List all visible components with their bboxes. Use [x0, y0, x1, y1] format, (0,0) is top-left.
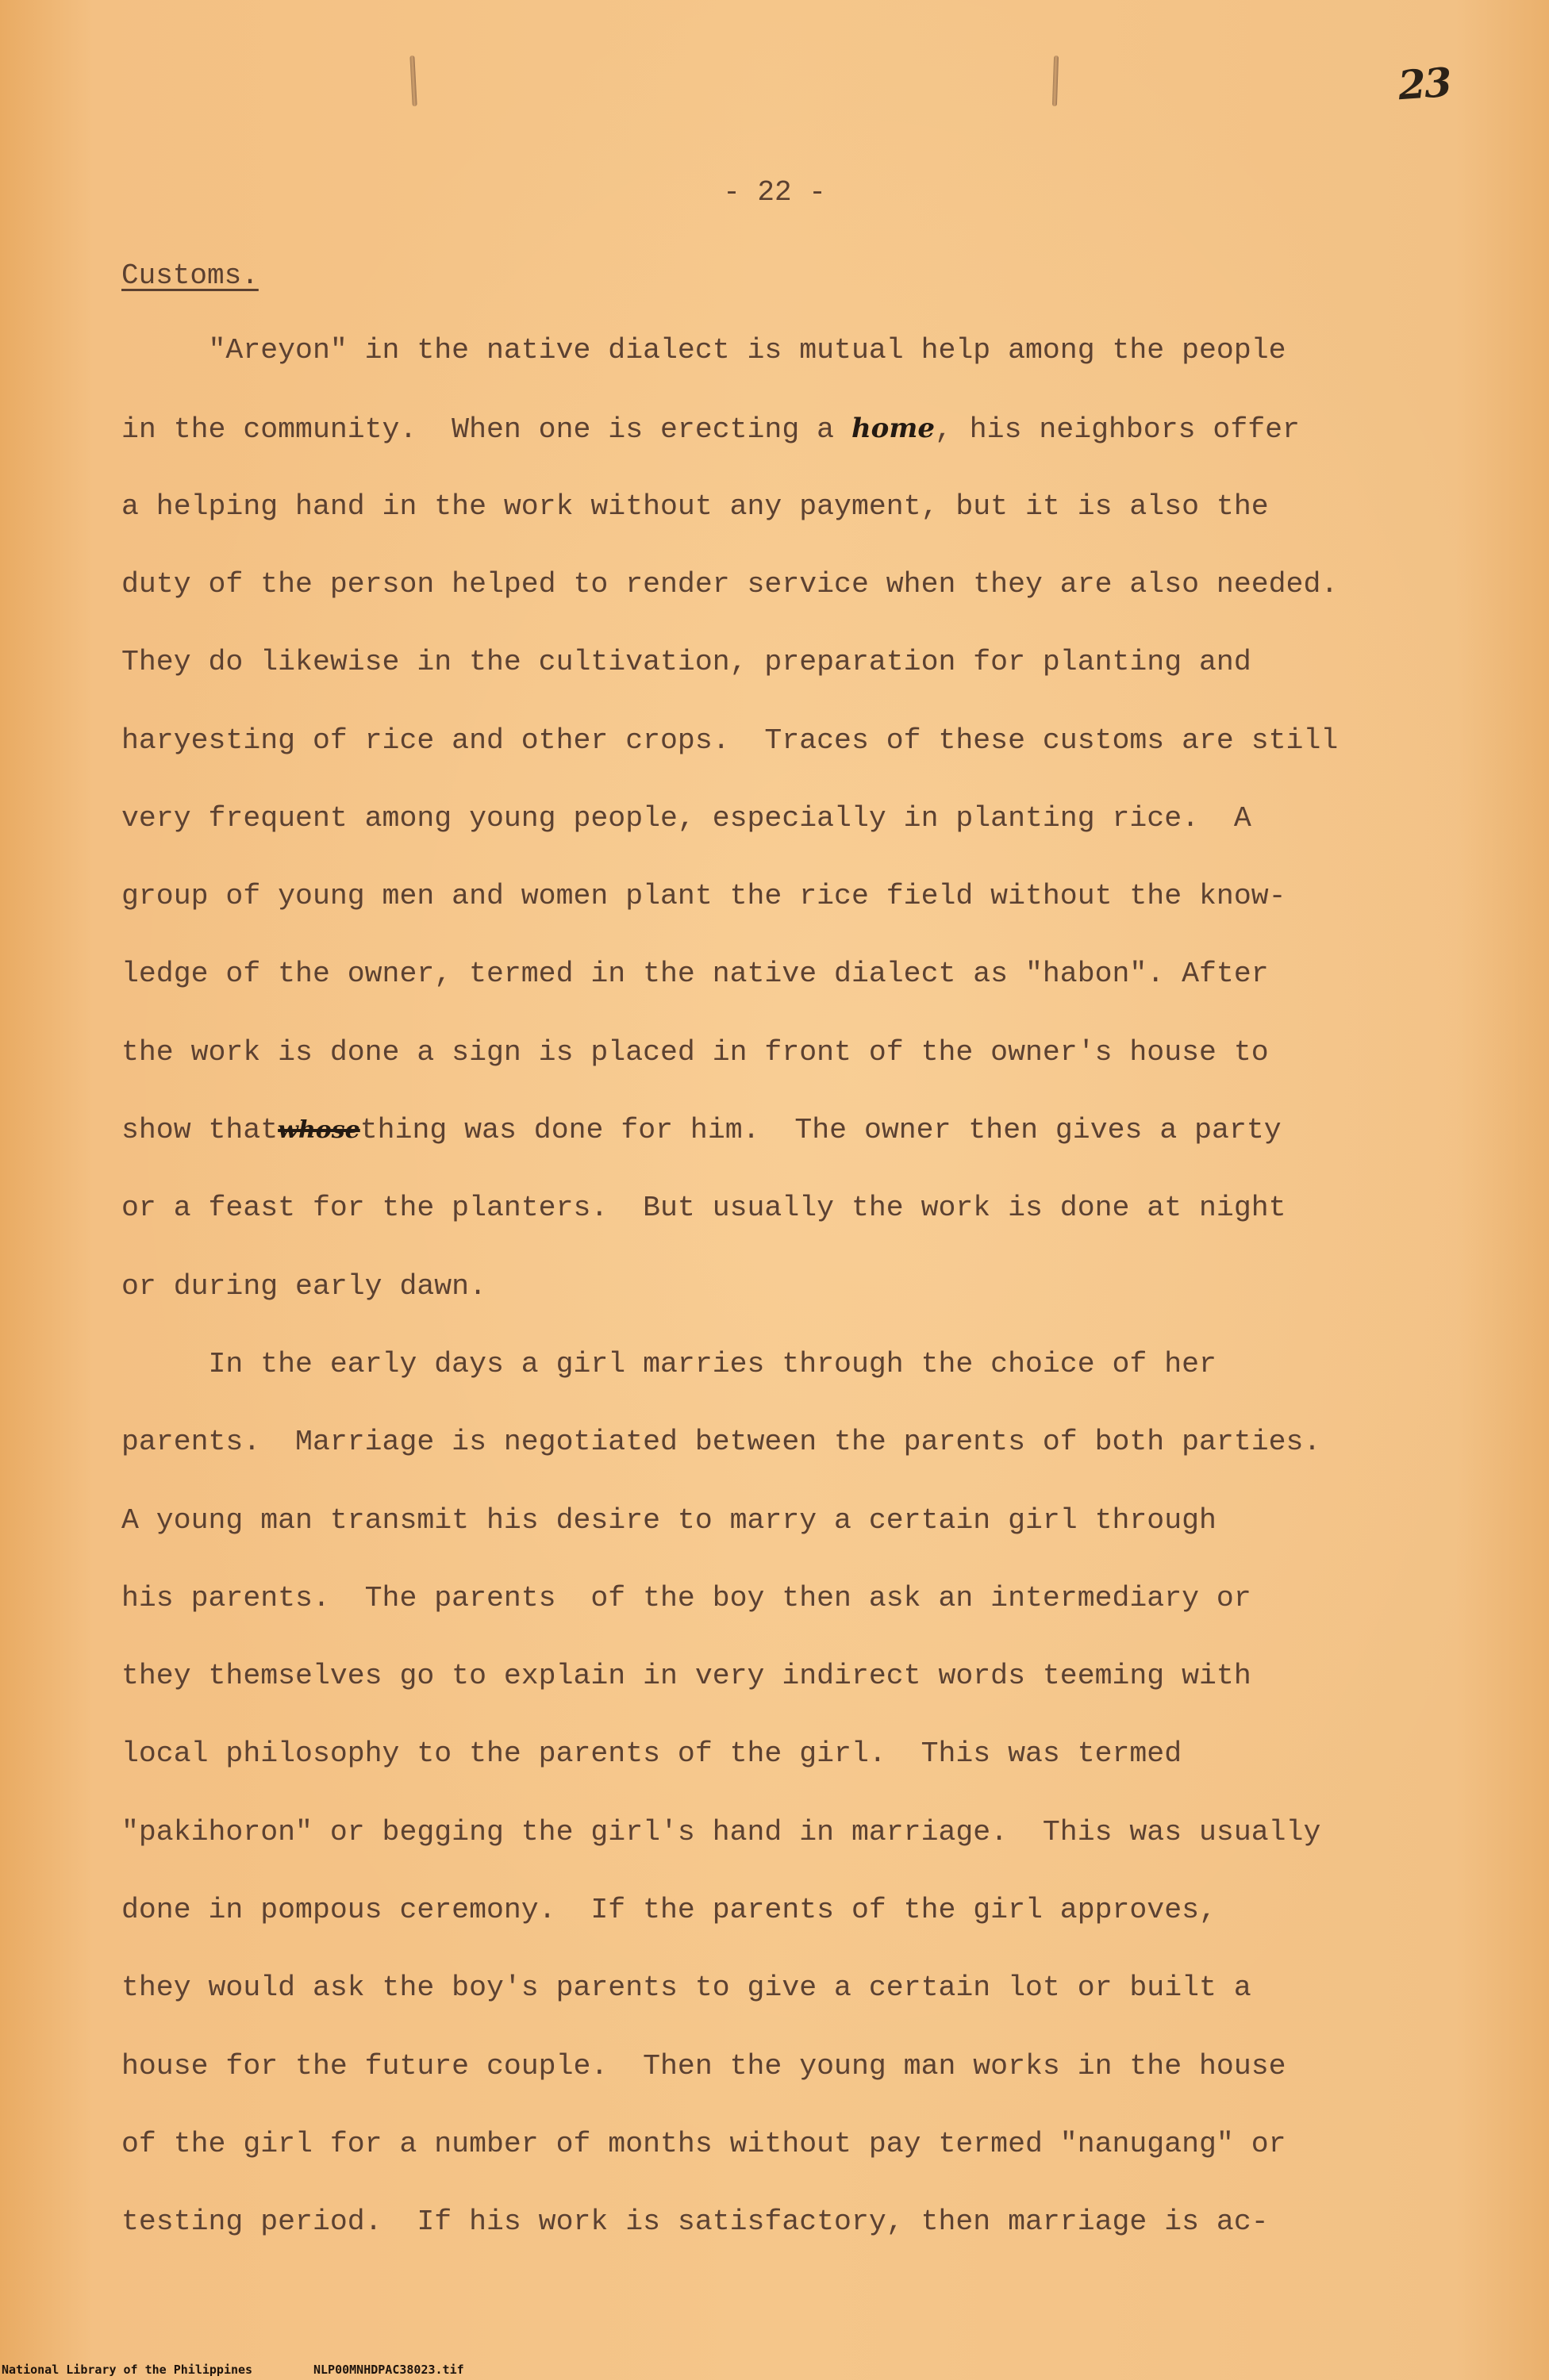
text-line [121, 2205, 1269, 2240]
text-line [121, 1113, 1282, 1148]
text-line [121, 567, 1338, 602]
text-line-segment: or a feast for the planters. But usually the work is done at night [121, 1192, 1286, 1224]
text-line [121, 1815, 1320, 1850]
footer-library-credit: National Library of the Philippines [2, 2363, 253, 2377]
text-line-segment: thing was done for him. The owner then gives a party [359, 1114, 1282, 1146]
text-line-segment: testing period. If his work is satisfactory, then marriage is ac- [121, 2205, 1269, 2238]
text-line-segment: of the girl for a number of months without pay termed "nanugang" or [121, 2128, 1286, 2160]
text-line [121, 957, 1269, 992]
text-line-segment: or during early dawn. [121, 1270, 486, 1303]
text-line [121, 1035, 1269, 1070]
text-line-segment: In the early days a girl marries through the choice of her [121, 1348, 1217, 1380]
text-line [121, 1191, 1286, 1226]
text-line-segment: parents. Marriage is negotiated between the parents of both parties. [121, 1426, 1321, 1458]
text-line [121, 1503, 1217, 1538]
text-line [121, 645, 1251, 680]
text-line-segment: done in pompous ceremony. If the parents of the girl approves, [121, 1894, 1217, 1926]
text-line-segment: very frequent among young people, especially in planting rice. A [121, 802, 1251, 835]
text-line-segment: "pakihoron" or begging the girl's hand in marriage. This was usually [121, 1816, 1321, 1848]
text-line-segment: A young man transmit his desire to marry a certain girl through [121, 1504, 1217, 1537]
text-line-segment: group of young men and women plant the rice field without the know- [121, 880, 1286, 912]
text-line [121, 1971, 1251, 2006]
text-line-segment: house for the future couple. Then the young man works in the house [121, 2050, 1286, 2082]
text-line [121, 1347, 1217, 1382]
text-line-segment: ledge of the owner, termed in the native dialect as "habon". After [121, 958, 1269, 990]
text-line [121, 1659, 1251, 1694]
text-line [121, 1893, 1217, 1928]
staple-mark-left [409, 56, 417, 106]
text-line [121, 1269, 486, 1304]
footer-file-name: NLP00MNHDPAC38023.tif [313, 2363, 464, 2377]
text-line [121, 1581, 1251, 1616]
folio-number: 23 [1397, 58, 1452, 109]
text-line-segment: they would ask the boy's parents to give a certain lot or built a [121, 1971, 1251, 2004]
text-line-segment: haryesting of rice and other crops. Traces of these customs are still [121, 724, 1339, 757]
text-line-segment: in the community. When one is erecting a [121, 413, 851, 446]
text-line [121, 724, 1338, 758]
page-number: - 22 - [723, 176, 826, 209]
text-line-segment: the work is done a sign is placed in front of the owner's house to [121, 1036, 1269, 1069]
text-line-segment: They do likewise in the cultivation, preparation for planting and [121, 646, 1251, 678]
text-line [121, 2049, 1286, 2084]
text-line-segment: they themselves go to explain in very indirect words teeming with [121, 1660, 1251, 1692]
text-line [121, 489, 1269, 524]
text-line-segment: local philosophy to the parents of the girl. This was termed [121, 1737, 1182, 1770]
struck-through-word: whose [278, 1116, 360, 1144]
text-line-segment: a helping hand in the work without any payment, but it is also the [121, 490, 1269, 523]
handwritten-insertion: home [851, 413, 935, 444]
text-line [121, 801, 1251, 836]
text-line [121, 1425, 1320, 1460]
text-line [121, 2127, 1286, 2162]
text-line-segment: duty of the person helped to render service when they are also needed. [121, 568, 1339, 601]
text-line [121, 333, 1286, 368]
text-line-segment: , his neighbors offer [934, 413, 1300, 446]
text-line [121, 879, 1286, 914]
text-line [121, 1737, 1182, 1772]
text-line-segment: his parents. The parents of the boy then ask an intermediary or [121, 1582, 1251, 1614]
staple-mark-right [1052, 56, 1059, 106]
text-line-segment: show that [121, 1114, 279, 1146]
text-line [121, 411, 1300, 447]
text-line-segment: "Areyon" in the native dialect is mutual help among the people [121, 334, 1286, 367]
section-heading: Customs. [121, 259, 259, 292]
